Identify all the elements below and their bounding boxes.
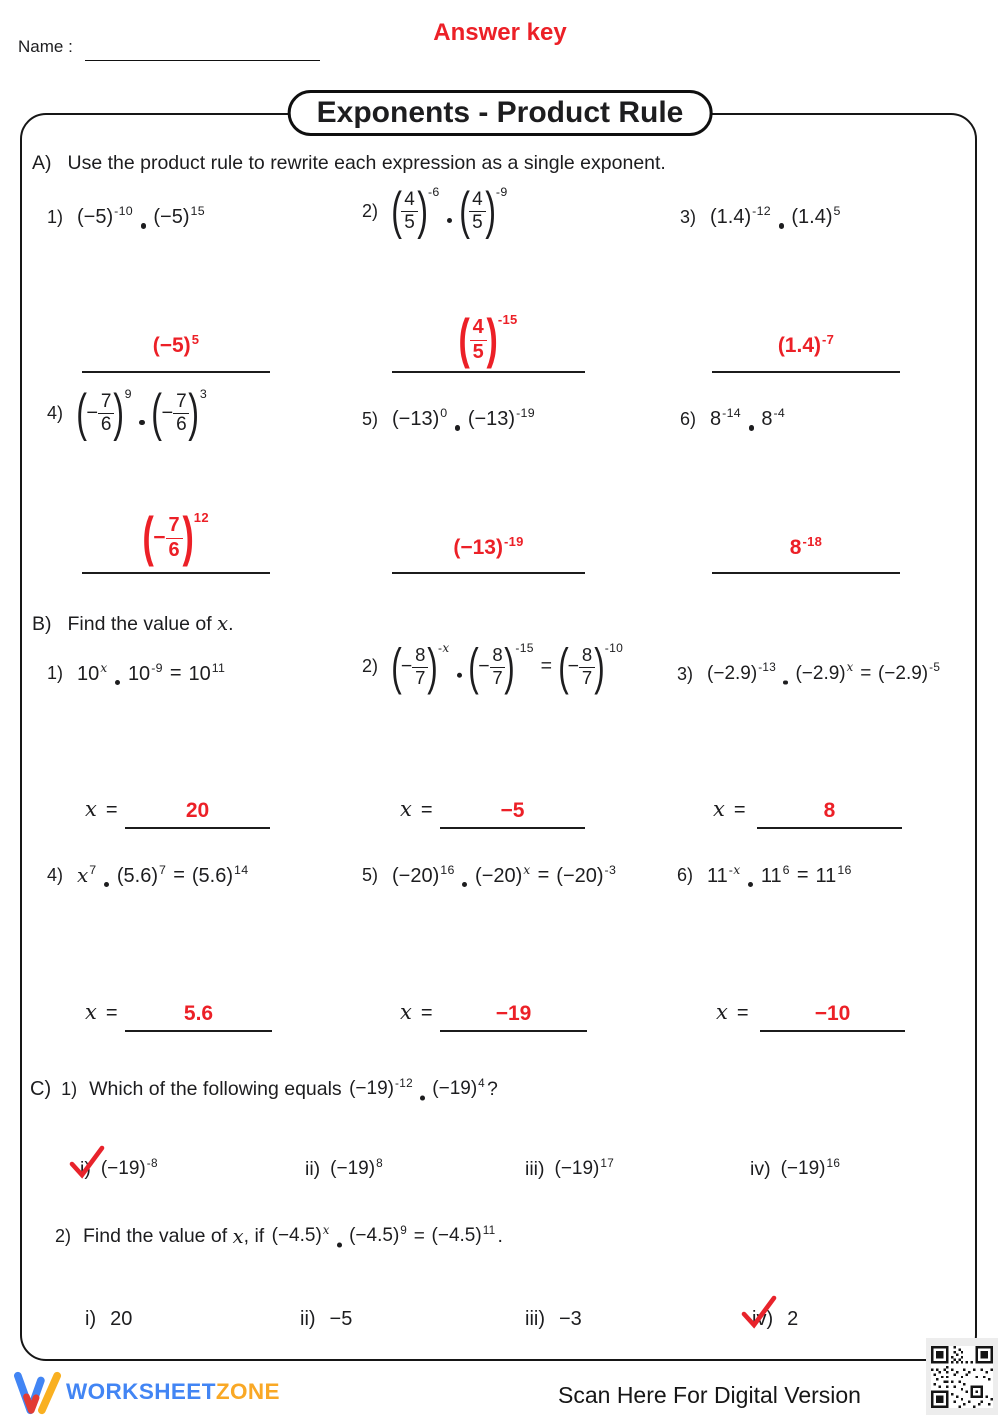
section-a-label: A) xyxy=(32,152,52,174)
answer-blank-line xyxy=(125,1030,272,1032)
x-equals: x = xyxy=(400,797,433,821)
math-expression: 10$^x$ $10^{-9}$ = $10^{11}$ xyxy=(77,659,226,685)
problem-a3 xyxy=(680,206,841,228)
math-expression: $(-5)^{-10}$ $(-5)^{15}$ xyxy=(77,204,205,228)
answer-blank-line xyxy=(760,1030,905,1032)
math-expression: $(-19)^{17}$ xyxy=(554,1156,615,1180)
problem-b2 xyxy=(362,638,624,696)
problem-b6 xyxy=(677,861,852,887)
answer-b3: 8 xyxy=(823,799,836,822)
option-label: iii) xyxy=(525,1158,545,1180)
math-expression: $11^{-x}$ $11^6$ = $11^{16}$ xyxy=(707,861,852,887)
problem-number: 2) xyxy=(362,200,379,221)
math-expression: $(-19)^8$ xyxy=(330,1156,383,1180)
option-label: iii) xyxy=(525,1308,545,1330)
problem-number: 4) xyxy=(47,402,64,423)
option-label: ii) xyxy=(300,1308,316,1330)
problem-number: 1) xyxy=(47,206,64,227)
option-c1-iv xyxy=(750,1158,840,1181)
x-equals: x = xyxy=(85,1000,118,1024)
x-equals: x = xyxy=(400,1000,433,1024)
option-label: iv) xyxy=(752,1308,773,1331)
worksheetzone-logo-text: WORKSHEETZONE xyxy=(66,1379,280,1404)
section-a-header xyxy=(32,152,666,175)
answer-blank-line xyxy=(82,572,270,574)
math-expression: $(-4.5)^x$ $(-4.5)^9$ = $(-4.5)^{11}$ xyxy=(271,1222,496,1247)
math-expression: $(-2.9)^{-13}$ $(-2.9)^x$ = $(-2.9)^{-5}$ xyxy=(707,660,941,684)
answer-b1: 20 xyxy=(185,799,210,822)
answer-blank-line xyxy=(712,371,900,373)
variable-x: x xyxy=(232,1225,244,1248)
section-c-label: C) xyxy=(30,1078,52,1100)
problem-number: 6) xyxy=(677,865,694,885)
option-c2-i xyxy=(85,1308,132,1331)
math-expression: $(-19)^{-12}$ $(-19)^4$ xyxy=(349,1076,486,1100)
option-value: −5 xyxy=(329,1308,353,1330)
option-c1-iii xyxy=(525,1158,614,1181)
section-c-q1: C) 1) Which of the following equals $(-19)^{-12}$ $(-19)^4$ ? xyxy=(30,1076,498,1100)
problem-number: 3) xyxy=(677,663,694,684)
answer-blank-line xyxy=(757,827,902,829)
problem-a1 xyxy=(47,206,205,228)
math-expression: $(-19)^{-8}$ xyxy=(100,1156,158,1180)
answer-a6: $8^{-18}$ xyxy=(789,533,823,559)
problem-number: 4) xyxy=(47,865,64,885)
answer-b6: −10 xyxy=(814,1002,851,1025)
answer-blank-line xyxy=(125,827,270,829)
answer-blank-line xyxy=(440,827,585,829)
answer-a1: $(-5)^5$ xyxy=(152,331,200,357)
section-b-header xyxy=(32,612,234,636)
answer-b5: −19 xyxy=(495,1002,532,1025)
math-expression: $8^{-14}$ $8^{-4}$ xyxy=(710,406,786,430)
answer-b2: −5 xyxy=(500,799,525,822)
option-c1-ii xyxy=(305,1158,383,1181)
option-value: −3 xyxy=(559,1308,582,1330)
option-c1-i xyxy=(80,1158,158,1181)
problem-number: 3) xyxy=(680,206,697,227)
answer-b4: 5.6 xyxy=(183,1002,214,1025)
option-label: i) xyxy=(80,1158,91,1181)
qr-code xyxy=(926,1338,998,1415)
problem-a2 xyxy=(362,182,508,241)
name-blank-line xyxy=(85,60,320,61)
name-label: Name : xyxy=(18,37,73,56)
section-c-q2: 2) Find the value of x , if $(-4.5)^x$ $(-4.5)^9$ = $(-4.5)^{11}$ . xyxy=(55,1222,503,1248)
answer-blank-line xyxy=(392,572,585,574)
question-number: 1) xyxy=(61,1079,78,1099)
math-expression: $(-20)^{16}$ $(-20)^x$ = $(-20)^{-3}$ xyxy=(392,861,617,887)
math-expression: $x^7$ $(5.6)^7$ = $(5.6)^{14}$ xyxy=(77,862,249,887)
answer-a4: ( − $\frac{7}{6}$ ) 12 xyxy=(142,506,209,568)
option-label: iv) xyxy=(750,1158,771,1180)
x-equals: x = xyxy=(716,1000,749,1024)
option-value: 2 xyxy=(787,1308,799,1330)
problem-b4 xyxy=(47,864,248,887)
question-number: 2) xyxy=(55,1226,72,1246)
answer-a2: ( 4 5 ) -15 xyxy=(458,308,518,370)
worksheet-title: Exponents - Product Rule xyxy=(288,90,713,136)
problem-a4 xyxy=(47,384,208,443)
answer-key-banner: Answer key xyxy=(433,19,567,46)
question-text: Find the value of xyxy=(83,1225,233,1247)
problem-number: 2) xyxy=(362,656,379,677)
problem-number: 5) xyxy=(362,408,379,429)
answer-blank-line xyxy=(392,371,585,373)
math-expression: ( 4 5 ) -6 ( 4 5 ) -9 xyxy=(391,182,508,241)
answer-a5: $(-13)^{-19}$ xyxy=(453,533,524,559)
section-a-instruction: Use the product rule to rewrite each expression as a single exponent. xyxy=(67,152,666,174)
problem-number: 6) xyxy=(680,408,697,429)
problem-b1 xyxy=(47,659,226,685)
problem-number: 1) xyxy=(47,663,64,683)
problem-a5 xyxy=(362,408,535,430)
option-c2-iv xyxy=(752,1308,798,1331)
x-equals: x = xyxy=(713,797,746,821)
option-c2-iii xyxy=(525,1308,582,1331)
answer-a3: $(1.4)^{-7}$ xyxy=(777,331,835,357)
option-c2-ii xyxy=(300,1308,352,1331)
option-value: 20 xyxy=(110,1308,133,1330)
scan-here-text: Scan Here For Digital Version xyxy=(558,1382,861,1408)
x-equals: x = xyxy=(85,797,118,821)
math-expression: $(-13)^0$ $(-13)^{-19}$ xyxy=(392,406,535,430)
problem-b3 xyxy=(677,660,941,685)
answer-blank-line xyxy=(712,572,900,574)
section-b-label: B) xyxy=(32,613,52,635)
problem-number: 5) xyxy=(362,865,379,885)
problem-b5 xyxy=(362,861,617,887)
option-label: ii) xyxy=(305,1158,321,1180)
question-text: Which of the following equals xyxy=(89,1078,348,1100)
math-expression: ( − $\frac{8}{7}$ ) -x ( − $\frac{8}{7}$ ) -15 = ( − $\frac{8}{7}$ ) -10 xyxy=(391,638,624,696)
problem-a6 xyxy=(680,408,785,430)
answer-blank-line xyxy=(440,1030,587,1032)
option-label: i) xyxy=(85,1308,97,1330)
variable-x: x xyxy=(217,612,229,635)
section-b-instruction: Find the value of x. xyxy=(67,612,234,635)
math-expression: ( − $\frac{7}{6}$ ) 9 ( − $\frac{7}{6}$ ) 3 xyxy=(76,384,208,443)
math-expression: $(-19)^{16}$ xyxy=(780,1156,841,1180)
worksheetzone-logo-icon xyxy=(14,1371,62,1415)
answer-blank-line xyxy=(82,371,270,373)
math-expression: $(1.4)^{-12}$ $(1.4)^5$ xyxy=(710,204,841,228)
